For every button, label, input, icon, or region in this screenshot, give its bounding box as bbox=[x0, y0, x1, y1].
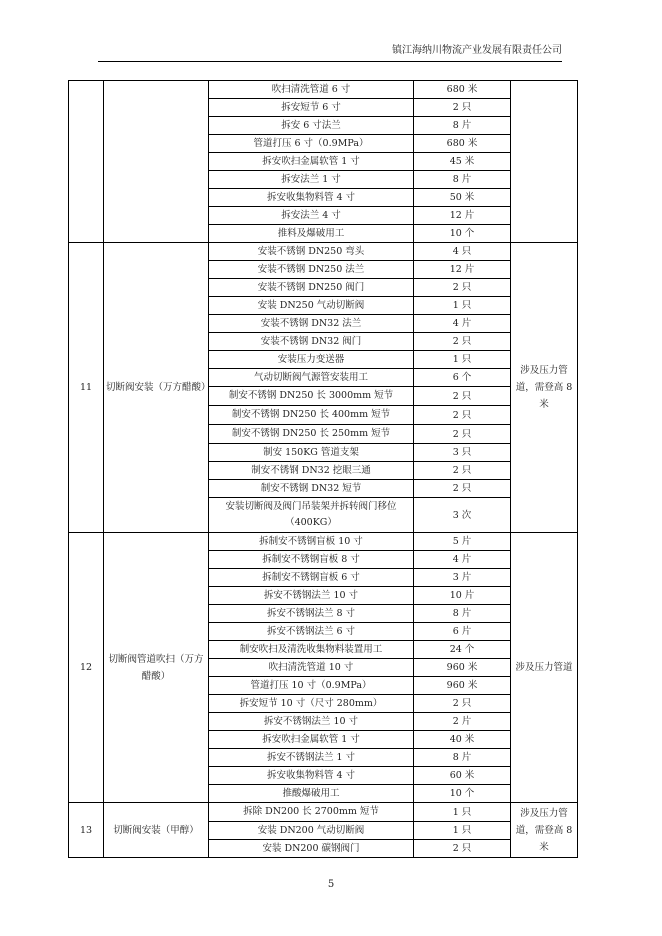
quantity: 2 只 bbox=[414, 333, 511, 351]
work-content: 制安不锈钢 DN32 短节 bbox=[209, 480, 414, 498]
quantity: 960 米 bbox=[414, 677, 511, 695]
work-name bbox=[104, 81, 209, 243]
work-content: 制安不锈钢 DN32 挖眼三通 bbox=[209, 462, 414, 480]
work-content: 拆安吹扫金属软管 1 寸 bbox=[209, 153, 414, 171]
quantity: 1 只 bbox=[414, 351, 511, 369]
company-name: 镇江海纳川物流产业发展有限责任公司 bbox=[392, 45, 562, 56]
work-content: 安装不锈钢 DN250 弯头 bbox=[209, 243, 414, 261]
table-row bbox=[69, 81, 578, 99]
work-content: 拆制安不锈钢盲板 6 寸 bbox=[209, 569, 414, 587]
work-content: 管道打压 10 寸（0.9MPa） bbox=[209, 677, 414, 695]
quantity: 6 片 bbox=[414, 623, 511, 641]
work-content: 安装压力变送器 bbox=[209, 351, 414, 369]
item-number: 13 bbox=[69, 803, 104, 858]
quantity: 50 米 bbox=[414, 189, 511, 207]
quantity: 2 只 bbox=[414, 406, 511, 425]
work-content: 安装 DN250 气动切断阀 bbox=[209, 297, 414, 315]
work-content: 拆除 DN200 长 2700mm 短节 bbox=[209, 803, 414, 822]
quantity: 2 只 bbox=[414, 99, 511, 117]
quantity: 3 只 bbox=[414, 444, 511, 462]
page-header bbox=[98, 44, 562, 62]
work-content: 拆制安不锈钢盲板 10 寸 bbox=[209, 533, 414, 551]
quantity: 10 个 bbox=[414, 785, 511, 803]
remark: 涉及压力管道，需登高 8 米 bbox=[511, 243, 578, 533]
work-content: 拆安收集物料管 4 寸 bbox=[209, 767, 414, 785]
quantity: 8 片 bbox=[414, 171, 511, 189]
quantity: 3 片 bbox=[414, 569, 511, 587]
quantity: 2 只 bbox=[414, 840, 511, 858]
quantity: 10 片 bbox=[414, 587, 511, 605]
work-content: 推料及爆破用工 bbox=[209, 225, 414, 243]
work-content: 拆安短节 6 寸 bbox=[209, 99, 414, 117]
work-content: 拆安吹扫金属软管 1 寸 bbox=[209, 731, 414, 749]
work-content: 拆安不锈钢法兰 10 寸 bbox=[209, 587, 414, 605]
quantity: 2 只 bbox=[414, 695, 511, 713]
work-name: 切断阀安装（万方醋酸） bbox=[104, 243, 209, 533]
work-content: 拆安不锈钢法兰 1 寸 bbox=[209, 749, 414, 767]
quantity: 24 个 bbox=[414, 641, 511, 659]
quantity: 8 片 bbox=[414, 749, 511, 767]
work-content: 安装不锈钢 DN250 法兰 bbox=[209, 261, 414, 279]
quantity: 6 个 bbox=[414, 369, 511, 387]
work-items-table bbox=[68, 80, 578, 858]
work-content: 安装切断阀及阀门吊装架并拆转阀门移位（400KG） bbox=[209, 498, 414, 533]
quantity: 4 片 bbox=[414, 551, 511, 569]
quantity: 2 只 bbox=[414, 387, 511, 406]
work-content: 制安不锈钢 DN250 长 3000mm 短节 bbox=[209, 387, 414, 406]
quantity: 1 只 bbox=[414, 822, 511, 840]
work-content: 推酸爆破用工 bbox=[209, 785, 414, 803]
work-content: 吹扫清洗管道 10 寸 bbox=[209, 659, 414, 677]
work-content: 制安 150KG 管道支架 bbox=[209, 444, 414, 462]
quantity: 680 米 bbox=[414, 81, 511, 99]
quantity: 8 片 bbox=[414, 605, 511, 623]
work-content: 拆安法兰 4 寸 bbox=[209, 207, 414, 225]
work-content: 管道打压 6 寸（0.9MPa） bbox=[209, 135, 414, 153]
work-content: 安装不锈钢 DN32 阀门 bbox=[209, 333, 414, 351]
item-number bbox=[69, 81, 104, 243]
work-name: 切断阀管道吹扫（万方醋酸） bbox=[104, 533, 209, 803]
work-content: 拆安不锈钢法兰 6 寸 bbox=[209, 623, 414, 641]
quantity: 2 只 bbox=[414, 480, 511, 498]
quantity: 2 只 bbox=[414, 279, 511, 297]
quantity: 3 次 bbox=[414, 498, 511, 533]
work-name: 切断阀安装（甲醇） bbox=[104, 803, 209, 858]
quantity: 12 片 bbox=[414, 261, 511, 279]
quantity: 60 米 bbox=[414, 767, 511, 785]
item-number: 11 bbox=[69, 243, 104, 533]
quantity: 2 片 bbox=[414, 713, 511, 731]
work-content: 拆安法兰 1 寸 bbox=[209, 171, 414, 189]
work-content: 制安不锈钢 DN250 长 400mm 短节 bbox=[209, 406, 414, 425]
table-row bbox=[69, 803, 578, 822]
quantity: 680 米 bbox=[414, 135, 511, 153]
work-content: 拆安不锈钢法兰 10 寸 bbox=[209, 713, 414, 731]
work-content: 气动切断阀气源管安装用工 bbox=[209, 369, 414, 387]
page-number: 5 bbox=[327, 879, 335, 890]
work-content: 制安吹扫及清洗收集物料装置用工 bbox=[209, 641, 414, 659]
work-content: 吹扫清洗管道 6 寸 bbox=[209, 81, 414, 99]
quantity: 4 片 bbox=[414, 315, 511, 333]
quantity: 1 只 bbox=[414, 297, 511, 315]
table-row bbox=[69, 533, 578, 551]
work-content: 安装不锈钢 DN32 法兰 bbox=[209, 315, 414, 333]
quantity: 1 只 bbox=[414, 803, 511, 822]
remark bbox=[511, 81, 578, 243]
table-row bbox=[69, 243, 578, 261]
quantity: 5 片 bbox=[414, 533, 511, 551]
work-content: 制安不锈钢 DN250 长 250mm 短节 bbox=[209, 425, 414, 444]
quantity: 960 米 bbox=[414, 659, 511, 677]
remark: 涉及压力管道 bbox=[511, 533, 578, 803]
work-content: 拆制安不锈钢盲板 8 寸 bbox=[209, 551, 414, 569]
work-content: 安装不锈钢 DN250 阀门 bbox=[209, 279, 414, 297]
work-content: 拆安短节 10 寸（尺寸 280mm） bbox=[209, 695, 414, 713]
quantity: 10 个 bbox=[414, 225, 511, 243]
remark: 涉及压力管道，需登高 8 米 bbox=[511, 803, 578, 858]
quantity: 2 只 bbox=[414, 425, 511, 444]
work-content: 拆安 6 寸法兰 bbox=[209, 117, 414, 135]
quantity: 4 只 bbox=[414, 243, 511, 261]
quantity: 2 只 bbox=[414, 462, 511, 480]
work-content: 安装 DN200 碳钢阀门 bbox=[209, 840, 414, 858]
quantity: 8 片 bbox=[414, 117, 511, 135]
item-number: 12 bbox=[69, 533, 104, 803]
quantity: 40 米 bbox=[414, 731, 511, 749]
quantity: 12 片 bbox=[414, 207, 511, 225]
work-content: 拆安收集物料管 4 寸 bbox=[209, 189, 414, 207]
work-content: 拆安不锈钢法兰 8 寸 bbox=[209, 605, 414, 623]
quantity: 45 米 bbox=[414, 153, 511, 171]
work-content: 安装 DN200 气动切断阀 bbox=[209, 822, 414, 840]
